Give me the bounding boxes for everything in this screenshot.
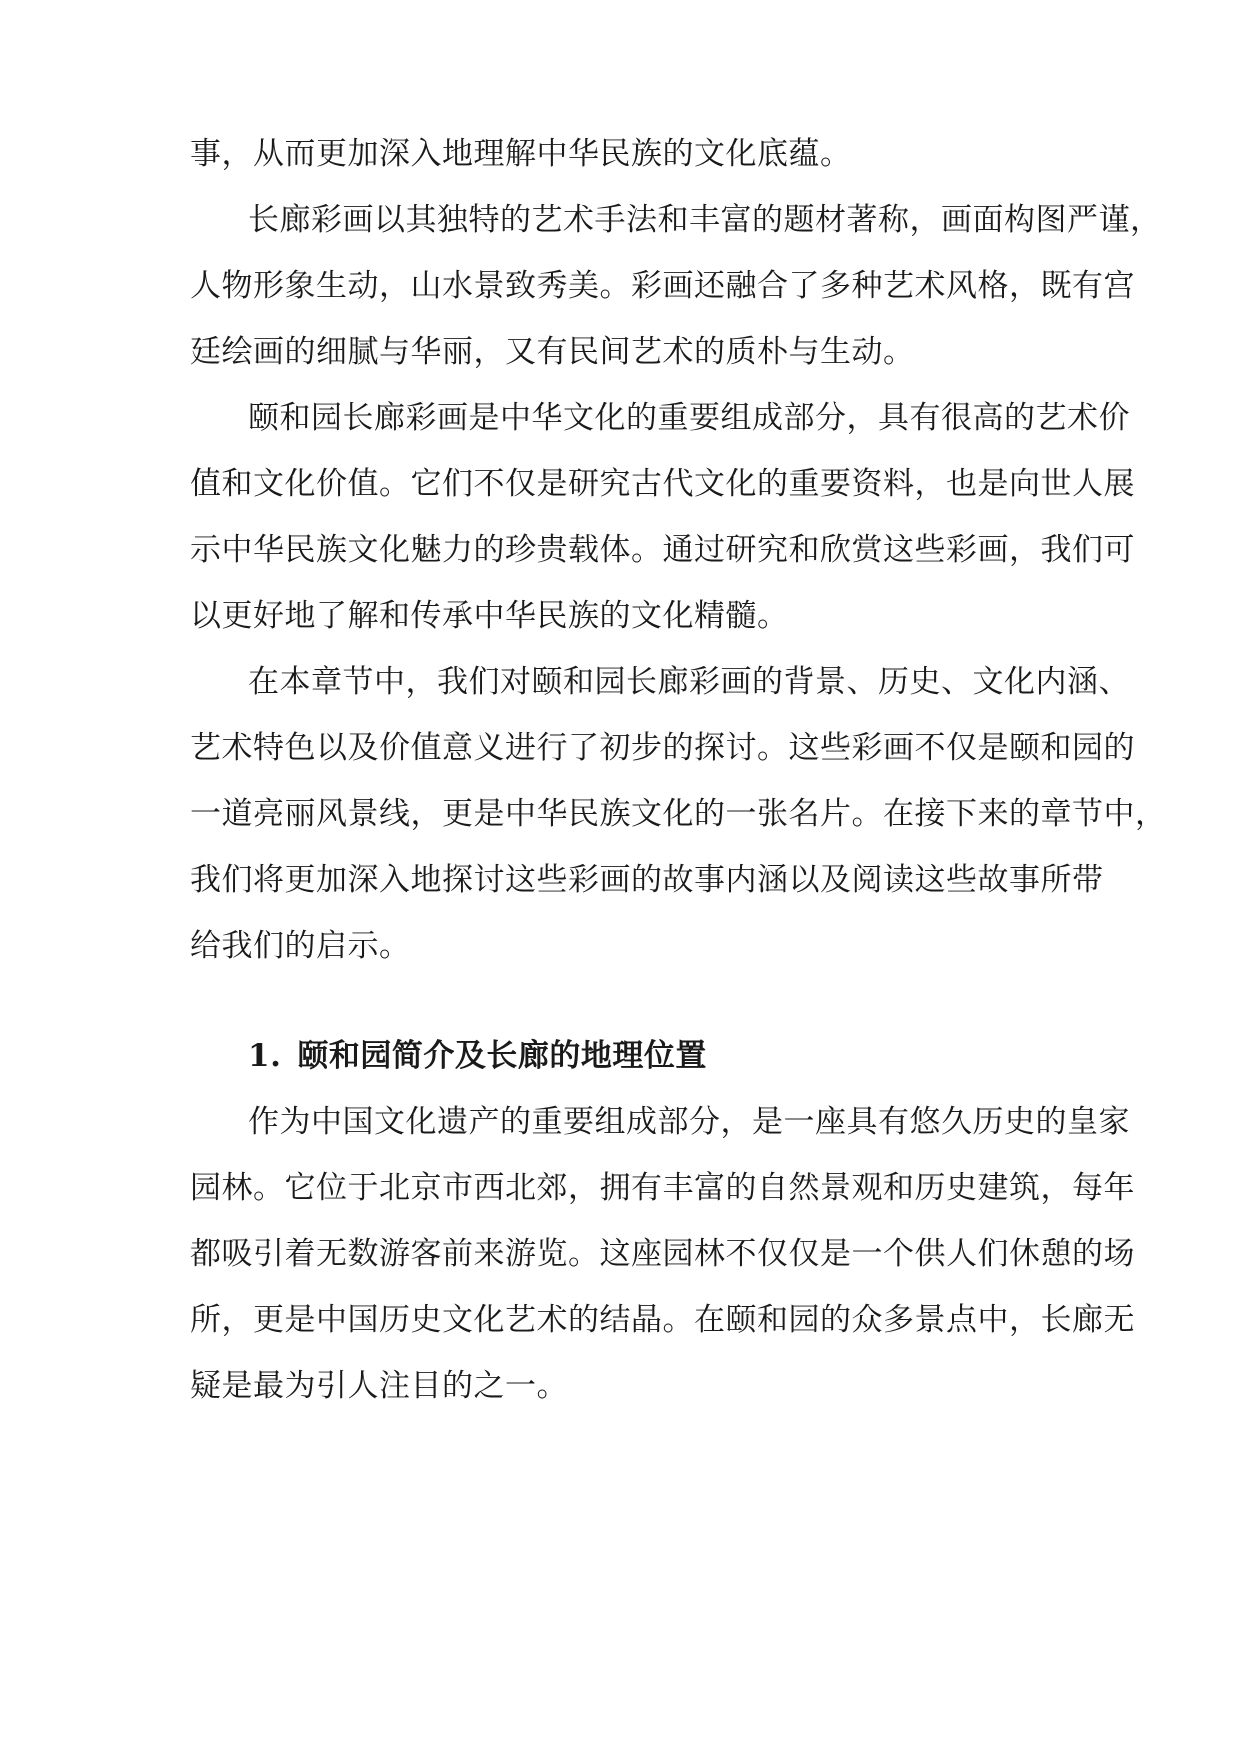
paragraph-line: 一道亮丽风景线，更是中华民族文化的一张名片。在接下来的章节中， [190,796,1167,832]
paragraph-line: 给我们的启示。 [190,928,411,964]
paragraph-line: 廷绘画的细腻与华丽，又有民间艺术的质朴与生动。 [190,334,915,370]
paragraph-line: 以更好地了解和传承中华民族的文化精髓。 [190,598,789,634]
paragraph-line: 事，从而更加深入地理解中华民族的文化底蕴。 [190,136,852,172]
section-title: 颐和园简介及长廊的地理位置 [297,1038,707,1074]
paragraph-line: 人物形象生动，山水景致秀美。彩画还融合了多种艺术风格，既有宫 [190,268,1135,304]
paragraph-line: 所，更是中国历史文化艺术的结晶。在颐和园的众多景点中，长廊无 [190,1302,1135,1338]
paragraph-line: 我们将更加深入地探讨这些彩画的故事内涵以及阅读这些故事所带 [190,862,1104,898]
section-heading [248,1036,707,1076]
paragraph-line: 疑是最为引人注目的之一。 [190,1368,568,1404]
paragraph-line: 值和文化价值。它们不仅是研究古代文化的重要资料，也是向世人展 [190,466,1135,502]
paragraph-line: 颐和园长廊彩画是中华文化的重要组成部分，具有很高的艺术价 [248,400,1130,436]
paragraph-line: 艺术特色以及价值意义进行了初步的探讨。这些彩画不仅是颐和园的 [190,730,1135,766]
section-number: 1. [248,1038,282,1074]
paragraph-line: 长廊彩画以其独特的艺术手法和丰富的题材著称，画面构图严谨， [248,202,1162,238]
paragraph-line: 示中华民族文化魅力的珍贵载体。通过研究和欣赏这些彩画，我们可 [190,532,1135,568]
paragraph-line: 作为中国文化遗产的重要组成部分，是一座具有悠久历史的皇家 [248,1104,1130,1140]
paragraph-line: 在本章节中，我们对颐和园长廊彩画的背景、历史、文化内涵、 [248,664,1130,700]
paragraph-line: 都吸引着无数游客前来游览。这座园林不仅仅是一个供人们休憩的场 [190,1236,1135,1272]
paragraph-line: 园林。它位于北京市西北郊，拥有丰富的自然景观和历史建筑，每年 [190,1170,1135,1206]
